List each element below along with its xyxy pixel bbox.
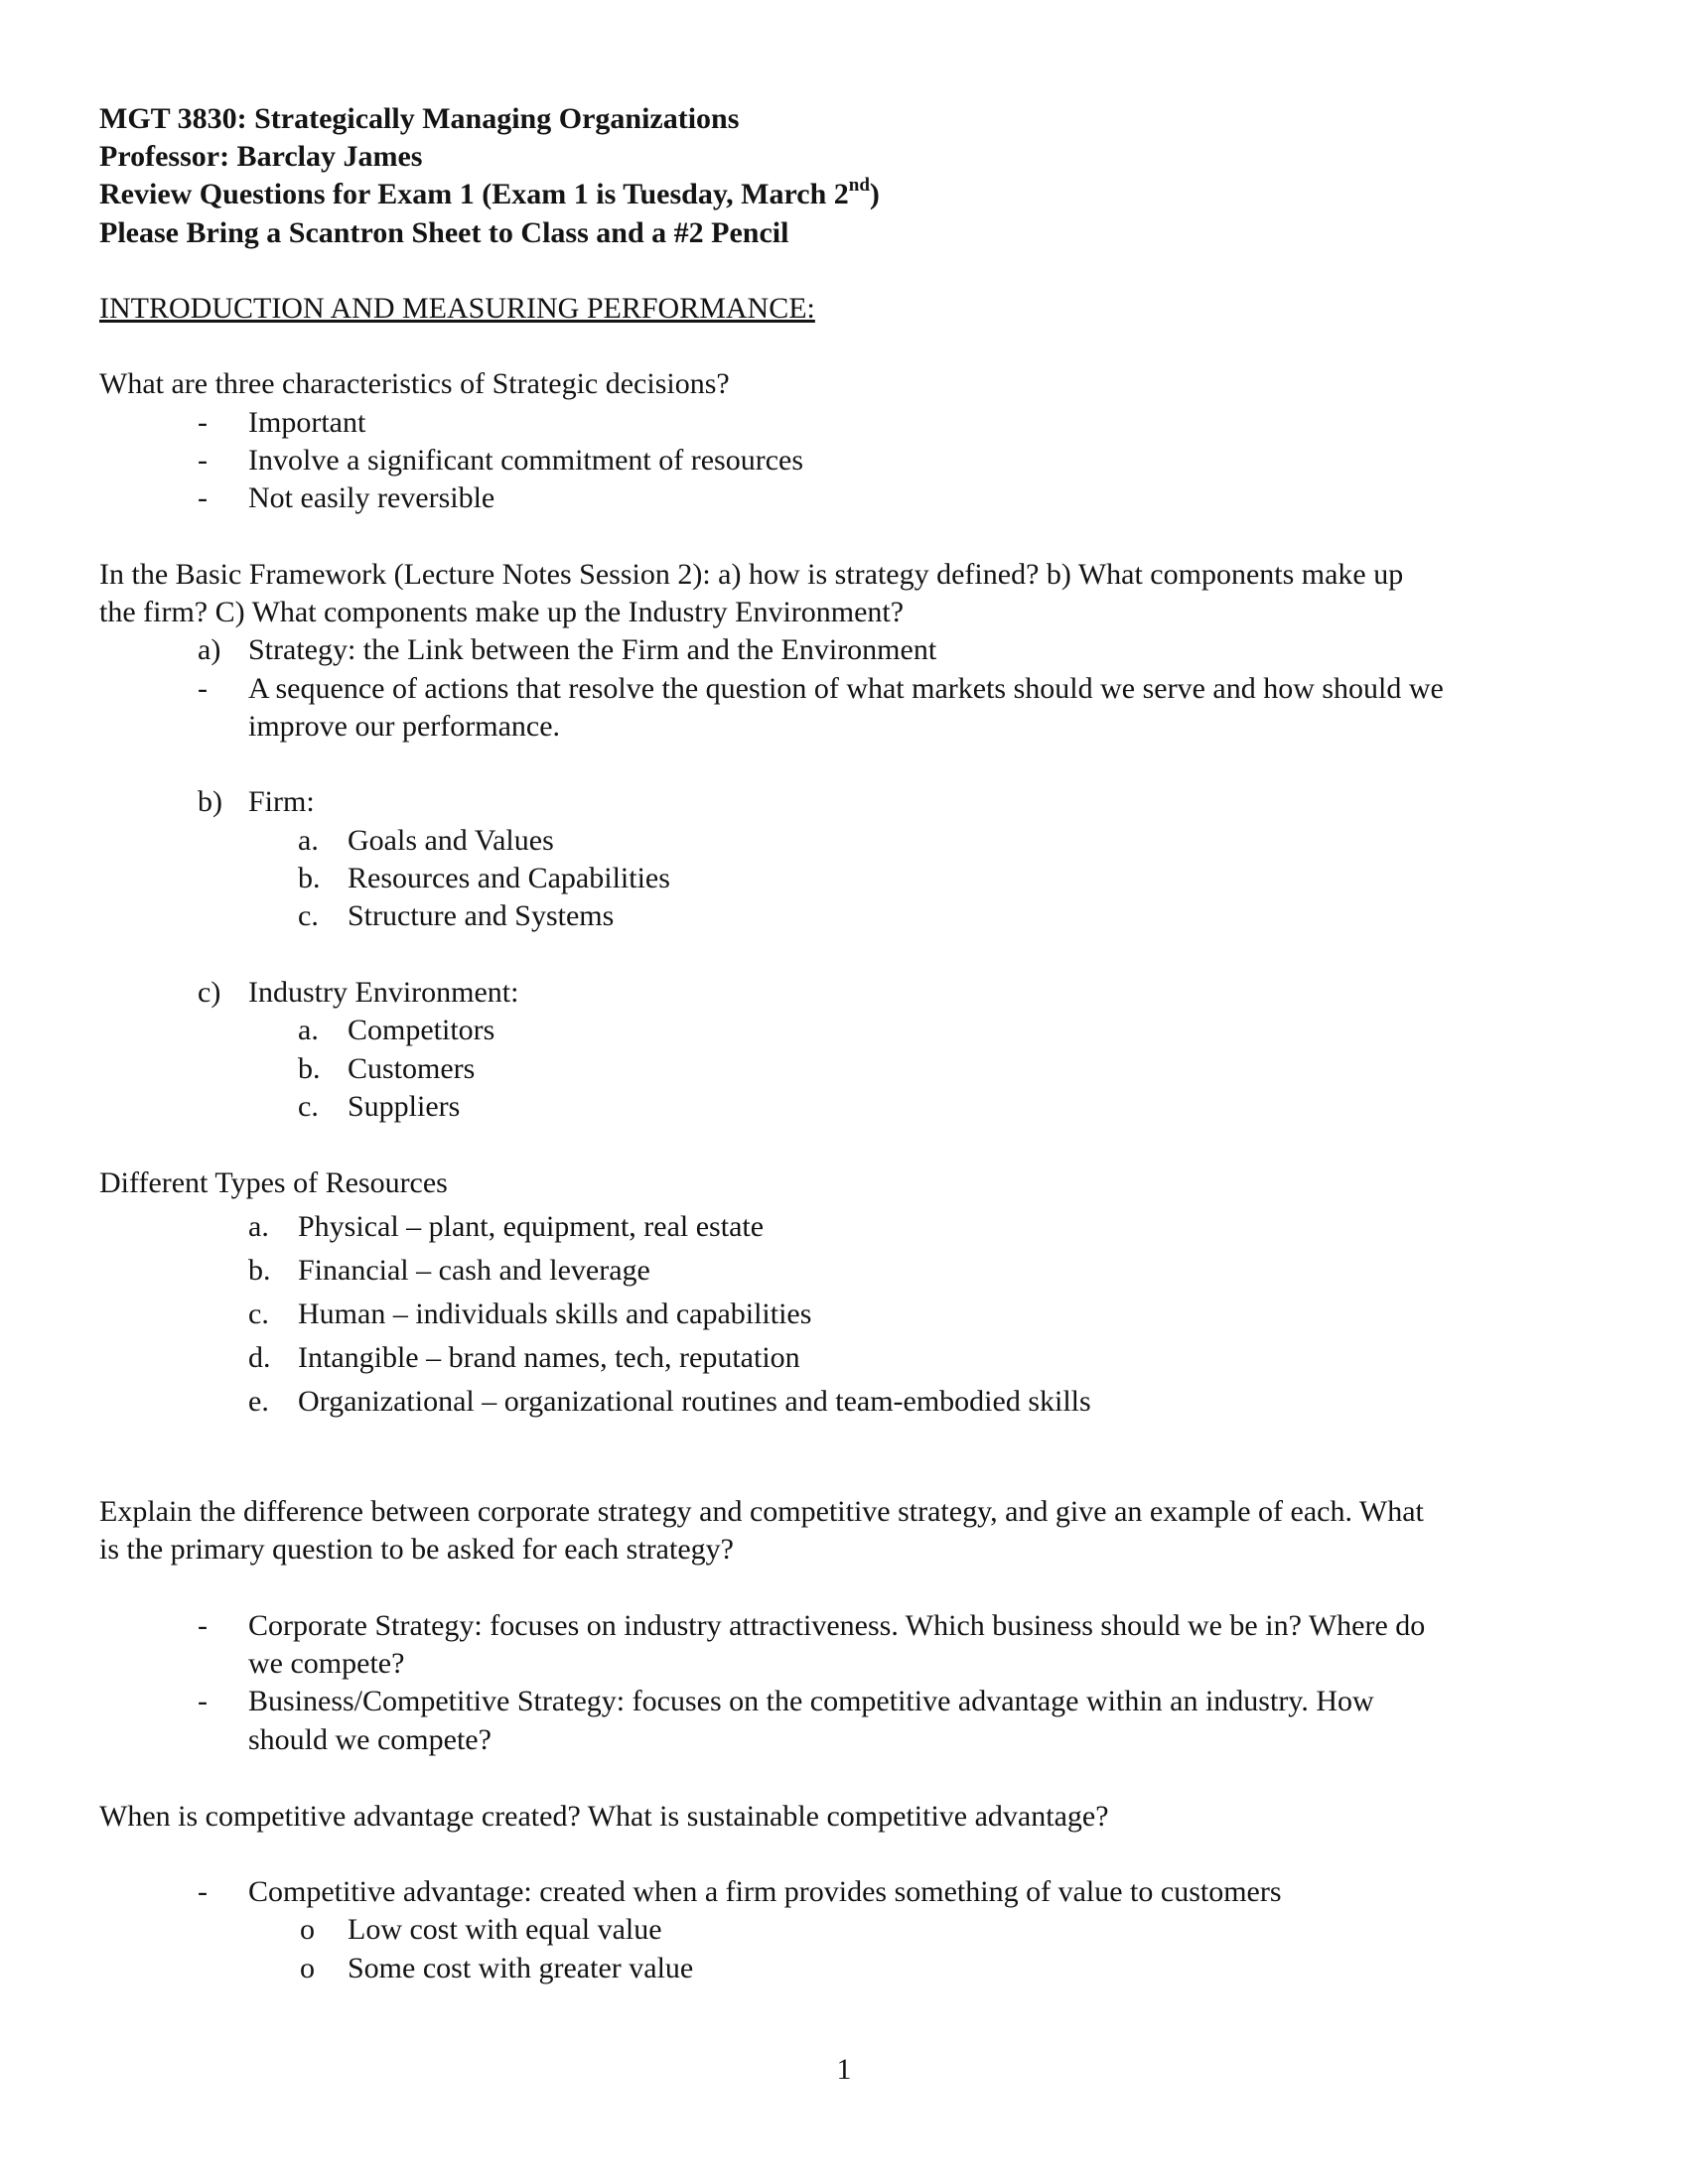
list-item: Competitors: [348, 1014, 495, 1046]
list-item: Industry Environment:: [248, 976, 519, 1009]
list-item: Competitive advantage: created when a firm provides something of value to customers: [248, 1875, 1282, 1908]
list-item: Goals and Values: [348, 824, 554, 857]
list-item: Firm:: [248, 785, 315, 818]
review-line: Review Questions for Exam 1 (Exam 1 is Tuesday, March 2nd): [99, 175, 880, 210]
list-item: Low cost with equal value: [348, 1913, 662, 1946]
list-marker: b.: [298, 1052, 321, 1085]
list-item: Structure and Systems: [348, 899, 615, 932]
bring-line: Please Bring a Scantron Sheet to Class and a #2 Pencil: [99, 216, 789, 249]
list-marker: d.: [248, 1341, 271, 1374]
list-item: Corporate Strategy: focuses on industry attractiveness. Which business should we be in? Where do: [248, 1609, 1426, 1642]
bullet-dash: -: [198, 1609, 208, 1642]
list-item: Resources and Capabilities: [348, 862, 670, 894]
professor-line: Professor: Barclay James: [99, 140, 423, 173]
bullet-dash: -: [198, 672, 208, 705]
question-competitive-advantage: When is competitive advantage created? What is sustainable competitive advantage?: [99, 1800, 1109, 1833]
bullet-circle: o: [300, 1952, 315, 1984]
list-item-cont: improve our performance.: [248, 710, 561, 743]
list-item: Physical – plant, equipment, real estate: [298, 1210, 765, 1243]
list-item: Important: [248, 406, 366, 439]
list-item: Suppliers: [348, 1090, 461, 1123]
list-item: Involve a significant commitment of resources: [248, 444, 803, 477]
bullet-dash: -: [198, 481, 208, 514]
list-marker: a): [198, 633, 221, 666]
question-basic-framework-cont: the firm? C) What components make up the Industry Environment?: [99, 596, 905, 628]
list-marker: c.: [248, 1297, 269, 1330]
bullet-circle: o: [300, 1913, 315, 1946]
bullet-dash: -: [198, 444, 208, 477]
section-heading: INTRODUCTION AND MEASURING PERFORMANCE:: [99, 292, 815, 325]
list-item: Customers: [348, 1052, 476, 1085]
list-item: Financial – cash and leverage: [298, 1254, 650, 1287]
list-marker: b.: [248, 1254, 271, 1287]
list-marker: e.: [248, 1385, 269, 1418]
question-basic-framework: In the Basic Framework (Lecture Notes Session 2): a) how is strategy defined? b) What components make up: [99, 558, 1404, 591]
list-marker: c.: [298, 899, 319, 932]
list-item: A sequence of actions that resolve the question of what markets should we serve and how should we: [248, 672, 1444, 705]
list-item: Strategy: the Link between the Firm and the Environment: [248, 633, 937, 666]
list-item: Some cost with greater value: [348, 1952, 694, 1984]
list-marker: a.: [298, 1014, 319, 1046]
list-item: Human – individuals skills and capabilities: [298, 1297, 812, 1330]
list-item: Not easily reversible: [248, 481, 495, 514]
question-corporate-vs-competitive: Explain the difference between corporate strategy and competitive strategy, and give an example of each. What: [99, 1495, 1424, 1528]
bullet-dash: -: [198, 406, 208, 439]
list-item: Business/Competitive Strategy: focuses on the competitive advantage within an industry. How: [248, 1685, 1374, 1717]
page-number: 1: [836, 2053, 852, 2086]
list-marker: a.: [298, 824, 319, 857]
bullet-dash: -: [198, 1875, 208, 1908]
question-strategic-decisions: What are three characteristics of Strategic decisions?: [99, 367, 730, 400]
list-marker: a.: [248, 1210, 269, 1243]
list-item-cont: we compete?: [248, 1647, 405, 1680]
list-marker: b.: [298, 862, 321, 894]
list-item: Organizational – organizational routines and team-embodied skills: [298, 1385, 1091, 1418]
list-marker: b): [198, 785, 222, 818]
resources-heading: Different Types of Resources: [99, 1166, 448, 1199]
list-marker: c): [198, 976, 221, 1009]
list-item: Intangible – brand names, tech, reputation: [298, 1341, 800, 1374]
bullet-dash: -: [198, 1685, 208, 1717]
course-title: MGT 3830: Strategically Managing Organizations: [99, 102, 740, 135]
question-corporate-vs-competitive-cont: is the primary question to be asked for each strategy?: [99, 1533, 734, 1566]
list-marker: c.: [298, 1090, 319, 1123]
list-item-cont: should we compete?: [248, 1723, 492, 1756]
